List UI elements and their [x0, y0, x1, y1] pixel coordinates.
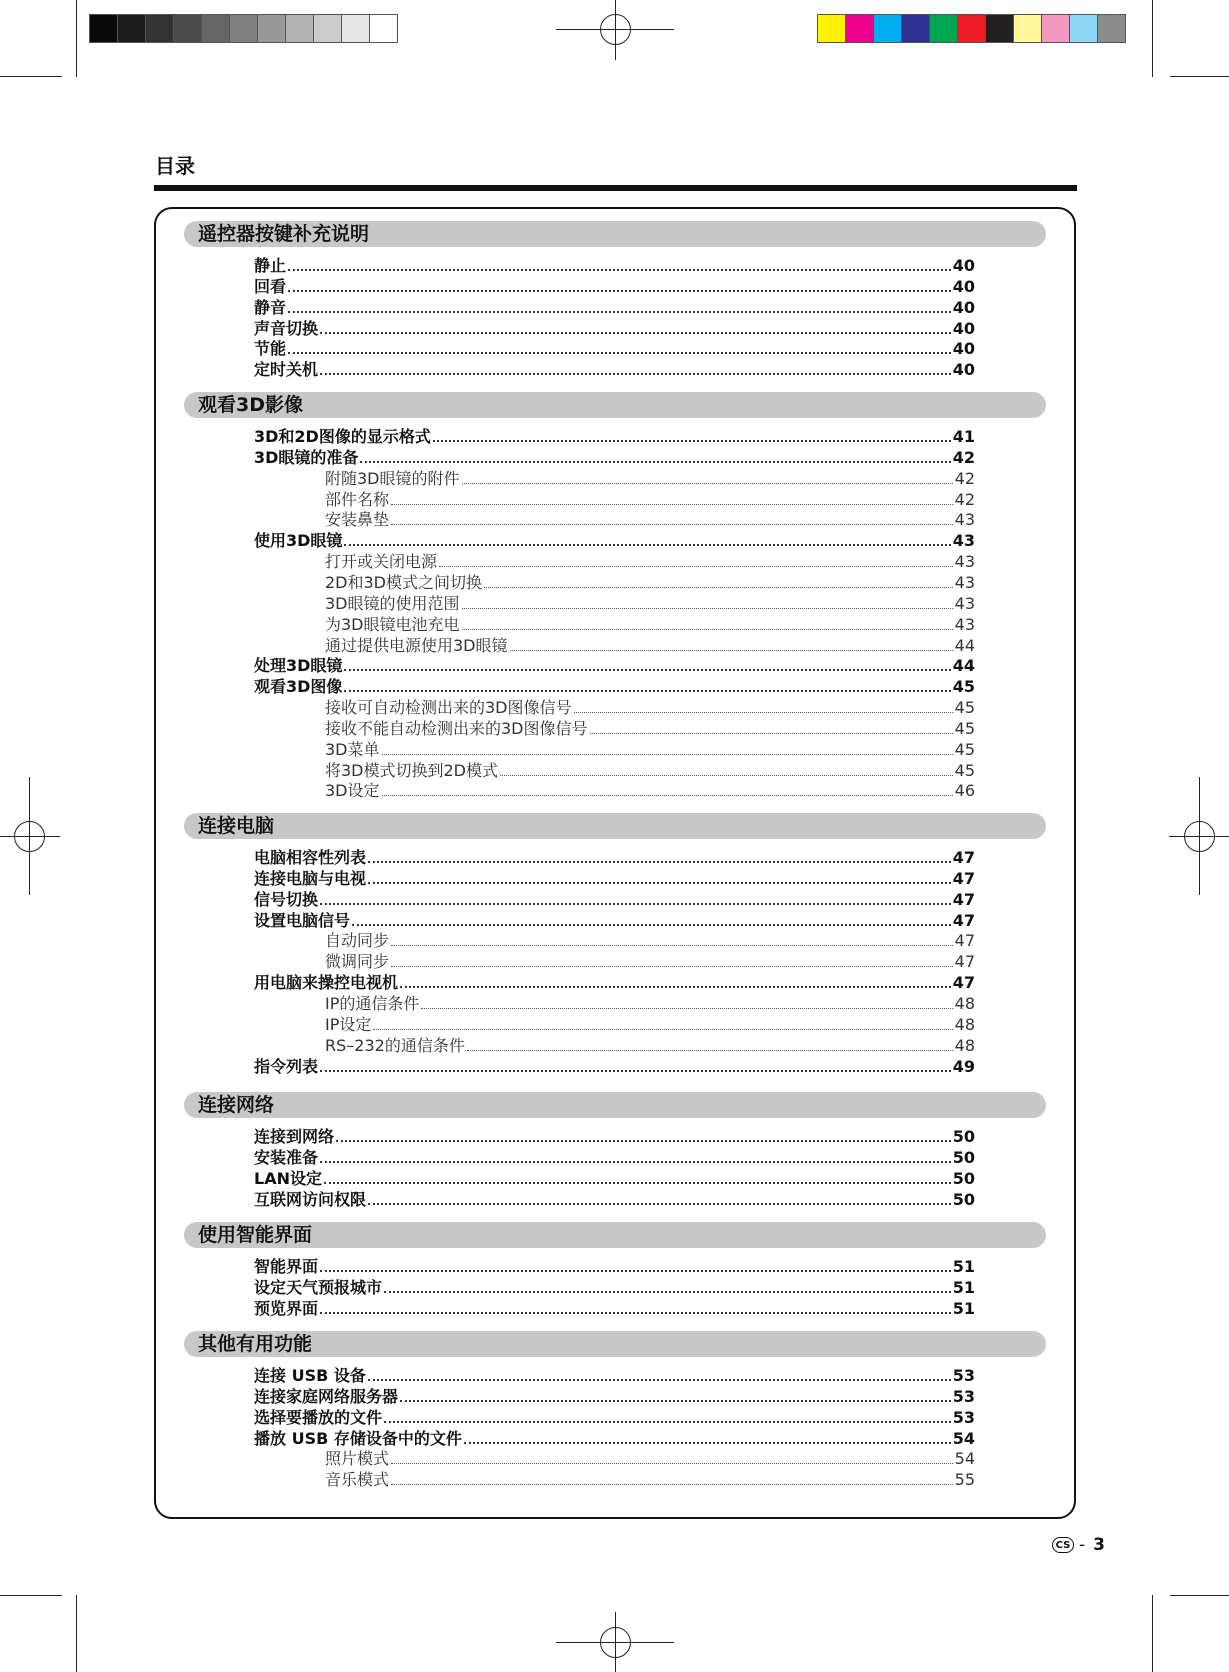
- dot-leader: [368, 1203, 951, 1205]
- toc-entry-page: 45: [954, 739, 975, 759]
- toc-entry[interactable]: [254, 655, 975, 676]
- toc-entry-title: IP设定: [325, 1014, 372, 1034]
- toc-entry-title: 信号切换: [254, 889, 319, 909]
- toc-entry-page: 53: [952, 1386, 975, 1406]
- dot-leader: [500, 775, 953, 776]
- toc-entry-page: 48: [954, 1014, 975, 1034]
- toc-entry-page: 49: [952, 1056, 975, 1076]
- section-heading: 其他有用功能: [184, 1331, 1046, 1357]
- toc-entry[interactable]: [325, 930, 975, 951]
- dot-leader: [320, 1070, 951, 1072]
- toc-entry-page: 43: [952, 531, 975, 551]
- toc-entry-page: 47: [952, 910, 975, 930]
- toc-entry-title: 照片模式: [325, 1449, 390, 1469]
- dot-leader: [320, 332, 951, 334]
- toc-entry-page: 41: [952, 427, 975, 446]
- dot-leader: [336, 1140, 951, 1142]
- toc-entry-page: 46: [954, 781, 975, 801]
- toc-entry[interactable]: [325, 993, 975, 1014]
- toc-entry[interactable]: [254, 276, 975, 297]
- toc-entry[interactable]: [325, 1035, 975, 1056]
- toc-entry-title: 回看: [254, 276, 287, 296]
- toc-entry[interactable]: [254, 889, 975, 910]
- toc-entry-title: 将3D模式切换到2D模式: [325, 760, 499, 780]
- toc-entry-title: IP的通信条件: [325, 993, 420, 1013]
- toc-entry-title: 连接电脑与电视: [254, 868, 367, 888]
- toc-entry-page: 43: [954, 572, 975, 592]
- toc-entry[interactable]: [254, 297, 975, 318]
- toc-entry[interactable]: [254, 910, 975, 931]
- toc-entry-page: 51: [952, 1298, 975, 1318]
- header-rule: [154, 185, 1077, 191]
- dot-leader: [574, 712, 953, 713]
- dot-leader: [344, 669, 950, 671]
- crop-mark: [1152, 1595, 1153, 1672]
- toc-entry-title: 通过提供电源使用3D眼镜: [325, 635, 508, 655]
- color-swatch: [201, 14, 230, 43]
- toc-entry[interactable]: [325, 593, 975, 614]
- toc-entry-page: 48: [954, 1035, 975, 1055]
- color-swatch: [145, 14, 174, 43]
- color-swatch: [1013, 14, 1042, 43]
- toc-entry[interactable]: [325, 718, 975, 739]
- registration-crosshair-left: [0, 777, 60, 895]
- toc-entry-title: 3D和2D图像的显示格式: [254, 427, 431, 446]
- color-swatch: [929, 14, 958, 43]
- crop-mark: [76, 0, 77, 77]
- dot-leader: [320, 903, 951, 905]
- crop-mark: [1170, 1595, 1229, 1596]
- toc-entry-page: 42: [954, 489, 975, 509]
- toc-entry-page: 45: [954, 698, 975, 718]
- toc-entry-page: 44: [952, 656, 975, 676]
- section-heading: 遥控器按键补充说明: [184, 221, 1046, 247]
- toc-entry[interactable]: [254, 426, 975, 447]
- toc-entry-title: 互联网访问权限: [254, 1189, 367, 1209]
- dot-leader: [391, 1484, 953, 1485]
- color-swatch: [341, 14, 370, 43]
- dot-leader: [288, 352, 951, 354]
- toc-entry[interactable]: [325, 1469, 975, 1490]
- toc-entry[interactable]: [325, 739, 975, 760]
- toc-entry[interactable]: [254, 530, 975, 551]
- toc-entry[interactable]: [325, 760, 975, 781]
- toc-entry-title: 处理3D眼镜: [254, 656, 343, 676]
- toc-entry-page: 42: [952, 447, 975, 467]
- toc-entry[interactable]: [254, 1298, 975, 1319]
- toc-entry[interactable]: [254, 972, 975, 993]
- toc-entry-title: 用电脑来操控电视机: [254, 973, 399, 993]
- crop-mark: [0, 76, 62, 77]
- toc-entry[interactable]: [325, 551, 975, 572]
- toc-entry-page: 53: [952, 1366, 975, 1385]
- toc-entry-page: 50: [952, 1189, 975, 1209]
- color-swatch: [257, 14, 286, 43]
- toc-entry-title: 安装准备: [254, 1147, 319, 1167]
- toc-entry[interactable]: [254, 359, 975, 380]
- dot-leader: [320, 1270, 951, 1272]
- toc-entry-page: 50: [952, 1168, 975, 1188]
- color-swatch: [1041, 14, 1070, 43]
- dot-leader: [373, 1029, 952, 1030]
- toc-entry[interactable]: [254, 318, 975, 339]
- toc-entry-title: 静止: [254, 256, 287, 275]
- toc-entry-title: 3D设定: [325, 781, 380, 801]
- dot-leader: [288, 311, 951, 313]
- toc-entry[interactable]: [254, 676, 975, 697]
- toc-entry-title: 3D眼镜的使用范围: [325, 593, 460, 613]
- toc-entry-title: 部件名称: [325, 489, 390, 509]
- toc-entry[interactable]: [254, 1168, 975, 1189]
- toc-entry[interactable]: [254, 868, 975, 889]
- dot-leader: [400, 986, 951, 988]
- toc-entry-page: 47: [954, 931, 975, 951]
- dot-leader: [320, 1161, 951, 1163]
- toc-entry-page: 45: [954, 718, 975, 738]
- dot-leader: [439, 566, 953, 567]
- toc-entry-page: 40: [952, 339, 975, 359]
- toc-entry-page: 50: [952, 1147, 975, 1167]
- toc-entry-title: 连接家庭网络服务器: [254, 1386, 399, 1406]
- toc-entry[interactable]: [254, 1277, 975, 1298]
- toc-entry[interactable]: [254, 1056, 975, 1077]
- toc-entry-title: 3D眼镜的准备: [254, 447, 359, 467]
- toc-entry[interactable]: [254, 1365, 975, 1386]
- color-swatch: [313, 14, 342, 43]
- toc-entry-title: 设置电脑信号: [254, 910, 351, 930]
- toc-entry-page: 47: [952, 868, 975, 888]
- toc-entry-page: 47: [952, 889, 975, 909]
- toc-entry-page: 45: [954, 760, 975, 780]
- toc-entry[interactable]: [325, 635, 975, 656]
- toc-entry-page: 47: [952, 848, 975, 867]
- page-number: 3: [1093, 1535, 1105, 1555]
- toc-entry[interactable]: [325, 780, 975, 801]
- toc-entry-title: 连接到网络: [254, 1127, 335, 1146]
- toc-entry-page: 51: [952, 1257, 975, 1276]
- toc-entry-title: 安装鼻垫: [325, 510, 390, 530]
- dot-leader: [391, 1463, 953, 1464]
- toc-entry[interactable]: [325, 509, 975, 530]
- toc-entry[interactable]: [254, 338, 975, 359]
- dot-leader: [288, 290, 951, 292]
- toc-entry-page: 40: [952, 276, 975, 296]
- color-swatch: [1097, 14, 1126, 43]
- toc-entry-title: 智能界面: [254, 1257, 319, 1276]
- toc-entry-title: 设定天气预报城市: [254, 1277, 383, 1297]
- toc-entry-title: 2D和3D模式之间切换: [325, 572, 483, 592]
- dot-leader: [382, 754, 953, 755]
- toc-entry-page: 54: [954, 1449, 975, 1469]
- toc-entry-title: 指令列表: [254, 1056, 319, 1076]
- toc-entry-page: 40: [952, 360, 975, 380]
- dot-leader: [384, 1421, 951, 1423]
- page-title: 目录: [155, 154, 195, 178]
- color-swatch: [285, 14, 314, 43]
- page-footer: [1052, 1535, 1105, 1555]
- dot-leader: [391, 945, 953, 946]
- dot-leader: [484, 587, 953, 588]
- toc-entry-title: RS–232的通信条件: [325, 1035, 465, 1055]
- toc-entry-page: 40: [952, 297, 975, 317]
- dot-leader: [368, 861, 951, 863]
- color-swatch: [845, 14, 874, 43]
- dot-leader: [352, 924, 951, 926]
- toc-entry-page: 43: [954, 614, 975, 634]
- color-swatch: [985, 14, 1014, 43]
- toc-entry[interactable]: [325, 697, 975, 718]
- color-swatch: [117, 14, 146, 43]
- dot-leader: [464, 1442, 951, 1444]
- toc-entry[interactable]: [254, 1189, 975, 1210]
- toc-entry-title: 电脑相容性列表: [254, 848, 367, 867]
- registration-crosshair-bottom: [556, 1612, 674, 1672]
- dot-leader: [391, 504, 953, 505]
- toc-entry-page: 54: [952, 1428, 975, 1448]
- toc-entry-page: 44: [954, 635, 975, 655]
- crop-mark: [0, 1595, 62, 1596]
- dot-leader: [433, 440, 951, 442]
- toc-entry-title: 声音切换: [254, 318, 319, 338]
- crop-mark: [76, 1595, 77, 1672]
- toc-entry[interactable]: [325, 614, 975, 635]
- color-swatch: [173, 14, 202, 43]
- toc-entry-page: 40: [952, 256, 975, 275]
- toc-entry-title: 为3D眼镜电池充电: [325, 614, 460, 634]
- page-separator: -: [1079, 1535, 1086, 1555]
- section-heading: 使用智能界面: [184, 1222, 1046, 1248]
- section-heading: 连接网络: [184, 1092, 1046, 1118]
- toc-entry-page: 47: [954, 952, 975, 972]
- toc-entry[interactable]: [254, 1147, 975, 1168]
- toc-entry[interactable]: [325, 951, 975, 972]
- toc-entry[interactable]: [254, 1386, 975, 1407]
- color-registration-bar: [817, 14, 1125, 43]
- dot-leader: [384, 1291, 951, 1293]
- toc-entry-page: 42: [954, 468, 975, 488]
- toc-entry-title: 微调同步: [325, 952, 390, 972]
- toc-entry-title: 播放 USB 存储设备中的文件: [254, 1428, 462, 1448]
- dot-leader: [462, 608, 953, 609]
- toc-entry-title: 选择要播放的文件: [254, 1407, 383, 1427]
- toc-entry[interactable]: [254, 1126, 975, 1147]
- toc-entry-title: 定时关机: [254, 360, 319, 380]
- toc-entry-title: 音乐模式: [325, 1470, 390, 1490]
- dot-leader: [382, 795, 953, 796]
- toc-entry-title: 自动同步: [325, 931, 390, 951]
- color-swatch: [817, 14, 846, 43]
- toc-entry-page: 51: [952, 1277, 975, 1297]
- dot-leader: [510, 650, 953, 651]
- toc-entry-title: 接收不能自动检测出来的3D图像信号: [325, 718, 588, 738]
- section-heading: 连接电脑: [184, 813, 1046, 839]
- toc-entry[interactable]: [325, 489, 975, 510]
- toc-entry[interactable]: [254, 847, 975, 868]
- toc-entry[interactable]: [325, 1448, 975, 1469]
- dot-leader: [400, 1400, 951, 1402]
- section-heading: 观看3D影像: [184, 392, 1046, 418]
- registration-crosshair-top: [556, 0, 674, 60]
- toc-entry-page: 47: [952, 973, 975, 993]
- crop-mark: [1152, 0, 1153, 77]
- dot-leader: [462, 629, 953, 630]
- color-swatch: [1069, 14, 1098, 43]
- language-badge: CS: [1052, 1537, 1074, 1553]
- dot-leader: [421, 1008, 952, 1009]
- dot-leader: [368, 1379, 951, 1381]
- toc-entry-page: 53: [952, 1407, 975, 1427]
- dot-leader: [344, 690, 950, 692]
- dot-leader: [462, 483, 953, 484]
- toc-entry-page: 55: [954, 1470, 975, 1490]
- toc-entry[interactable]: [254, 1256, 975, 1277]
- dot-leader: [391, 524, 953, 525]
- dot-leader: [320, 373, 951, 375]
- toc-entry[interactable]: [325, 1014, 975, 1035]
- toc-entry[interactable]: [325, 572, 975, 593]
- toc-entry-title: 接收可自动检测出来的3D图像信号: [325, 698, 572, 718]
- dot-leader: [360, 461, 950, 463]
- color-swatch: [901, 14, 930, 43]
- color-swatch: [89, 14, 118, 43]
- color-swatch: [229, 14, 258, 43]
- toc-entry-title: 节能: [254, 339, 287, 359]
- toc-entry-page: 50: [952, 1127, 975, 1146]
- toc-entry[interactable]: [254, 1428, 975, 1449]
- toc-entry-title: 3D菜单: [325, 739, 380, 759]
- dot-leader: [590, 733, 953, 734]
- toc-entry[interactable]: [254, 1407, 975, 1428]
- toc-entry-page: 48: [954, 993, 975, 1013]
- toc-entry-page: 43: [954, 593, 975, 613]
- toc-entry[interactable]: [254, 447, 975, 468]
- toc-entry-title: 打开或关闭电源: [325, 552, 438, 572]
- crop-mark: [1170, 76, 1229, 77]
- toc-entry-title: 连接 USB 设备: [254, 1366, 366, 1385]
- toc-entry-title: 附随3D眼镜的附件: [325, 468, 460, 488]
- toc-entry-page: 45: [952, 677, 975, 697]
- toc-entry-page: 40: [952, 318, 975, 338]
- toc-entry-title: LAN设定: [254, 1168, 322, 1188]
- dot-leader: [467, 1050, 953, 1051]
- toc-entry[interactable]: [254, 255, 975, 276]
- toc-entry[interactable]: [325, 468, 975, 489]
- dot-leader: [320, 1312, 951, 1314]
- dot-leader: [324, 1182, 951, 1184]
- color-swatch: [369, 14, 398, 43]
- color-swatch: [873, 14, 902, 43]
- dot-leader: [344, 544, 950, 546]
- toc-entry-page: 43: [954, 510, 975, 530]
- dot-leader: [391, 966, 953, 967]
- registration-crosshair-right: [1169, 777, 1229, 895]
- dot-leader: [288, 269, 951, 271]
- toc-entry-title: 观看3D图像: [254, 677, 343, 697]
- toc-entry-title: 静音: [254, 297, 287, 317]
- grayscale-registration-bar: [89, 14, 397, 43]
- toc-entry-page: 43: [954, 552, 975, 572]
- toc-entry-title: 预览界面: [254, 1298, 319, 1318]
- dot-leader: [368, 882, 951, 884]
- color-swatch: [957, 14, 986, 43]
- toc-entry-title: 使用3D眼镜: [254, 531, 343, 551]
